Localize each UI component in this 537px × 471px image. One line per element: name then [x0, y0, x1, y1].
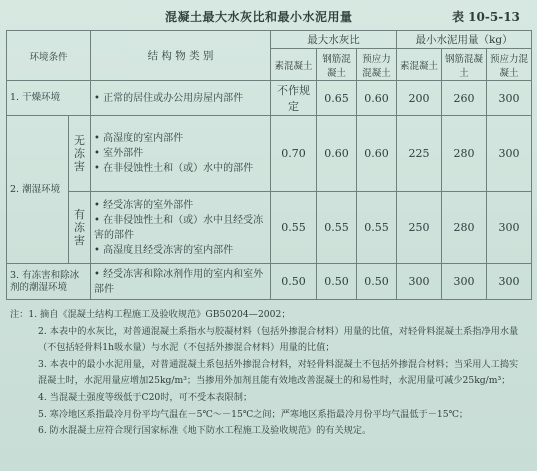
struct-line: • 室外部件 — [94, 148, 144, 159]
cement-ratio-table — [6, 30, 532, 300]
note-line: 6. 防水混凝土应符合现行国家标准《地下防水工程施工及验收规范》的有关规定。 — [38, 425, 372, 437]
cell-value: 0.50 — [317, 264, 357, 300]
header-rc-wc: 钢筋混凝土 — [317, 49, 357, 81]
cell-value: 0.55 — [271, 192, 317, 264]
struct-line: • 高湿度且经受冻害的室内部件 — [94, 244, 234, 256]
cell-value: 0.70 — [271, 116, 317, 192]
cell-value: 225 — [397, 116, 442, 192]
header-max-wc: 最大水灰比 — [271, 31, 397, 49]
cell-value: 280 — [442, 116, 487, 192]
note-line: 3. 本表中的最小水泥用量，对普通混凝土系包括外掺混合材料，对轻骨料混凝土不包括外掺混合材料；当采用人工捣实混凝土时，水泥用量应增加25kg/m³；当掺用外加剂且能有效地改善混凝土的和易性时，水泥用量可减少25kg/m³； — [38, 358, 519, 387]
env-deicing: 3. 有冻害和除冰剂的潮湿环境 — [7, 264, 91, 300]
struct-no-freeze — [91, 116, 271, 192]
cell-value: 0.50 — [357, 264, 397, 300]
cell-value: 300 — [397, 264, 442, 300]
cell-value: 0.55 — [357, 192, 397, 264]
cell-value: 300 — [487, 81, 532, 116]
cell-value: 0.60 — [357, 81, 397, 116]
cell-value: 200 — [397, 81, 442, 116]
cell-value: 0.60 — [357, 116, 397, 192]
cell-value: 250 — [397, 192, 442, 264]
table-row — [7, 81, 532, 116]
struct-freeze — [91, 192, 271, 264]
cell-value: 300 — [487, 116, 532, 192]
note-line: 4. 当混凝土强度等级低于C20时，可不受本表限制； — [38, 391, 253, 403]
header-env: 环境条件 — [7, 31, 91, 81]
note-line: 5. 寒冷地区系指最冷月份平均气温在－5℃～－15℃之间；严寒地区系指最冷月份平均气温低于－15℃； — [38, 408, 469, 420]
cell-value: 280 — [442, 192, 487, 264]
table-notes — [10, 307, 525, 440]
note-line: 注：1. 摘自《混凝土结构工程施工及验收规范》GB50204—2002； — [10, 309, 291, 320]
cell-value: 不作规定 — [271, 81, 317, 116]
sub-freeze: 有冻害 — [69, 192, 91, 264]
env-dry: 1. 干燥环境 — [7, 81, 91, 116]
cell-value: 0.60 — [317, 116, 357, 192]
table-number: 表 10-5-13 — [452, 10, 520, 24]
table-row — [7, 116, 532, 192]
table-title: 混凝土最大水灰比和最小水泥用量 — [165, 10, 353, 24]
table-row — [7, 264, 532, 300]
header-plain-wc: 素混凝土 — [271, 49, 317, 81]
cell-value: 0.55 — [317, 192, 357, 264]
cell-value: 260 — [442, 81, 487, 116]
table-row — [7, 192, 532, 264]
env-humid: 2. 潮湿环境 — [7, 116, 69, 264]
header-pre-wc: 预应力混凝土 — [357, 49, 397, 81]
header-plain-cement: 素混凝土 — [397, 49, 442, 81]
cell-value: 0.65 — [317, 81, 357, 116]
cell-value: 300 — [487, 264, 532, 300]
struct-line: • 在非侵蚀性土和（或）水中的部件 — [94, 163, 254, 174]
struct-line: • 经受冻害的室外部件 — [94, 199, 194, 211]
struct-dry: • 正常的居住或办公用房屋内部件 — [91, 81, 271, 116]
note-line: 2. 本表中的水灰比，对普通混凝土系指水与胶凝材料（包括外掺混合材料）用量的比值，对轻骨料混凝土系指净用水量（不包括轻骨料1h吸水量）与水泥（不包括外掺混合材料）用量的比值； — [38, 325, 519, 354]
cell-value: 300 — [442, 264, 487, 300]
header-min-cement: 最小水泥用量（kg） — [397, 31, 532, 49]
struct-deicing: • 经受冻害和除冰剂作用的室内和室外部件 — [91, 264, 271, 300]
cell-value: 0.50 — [271, 264, 317, 300]
sub-no-freeze: 无冻害 — [69, 116, 91, 192]
title-row — [0, 6, 537, 26]
struct-line: • 在非侵蚀性土和（或）水中且经受冻害的部件 — [94, 214, 264, 241]
struct-line: • 高湿度的室内部件 — [94, 133, 184, 144]
header-struct: 结 构 物 类 别 — [91, 31, 271, 81]
header-pre-cement: 预应力混凝土 — [487, 49, 532, 81]
header-rc-cement: 钢筋混凝土 — [442, 49, 487, 81]
cell-value: 300 — [487, 192, 532, 264]
